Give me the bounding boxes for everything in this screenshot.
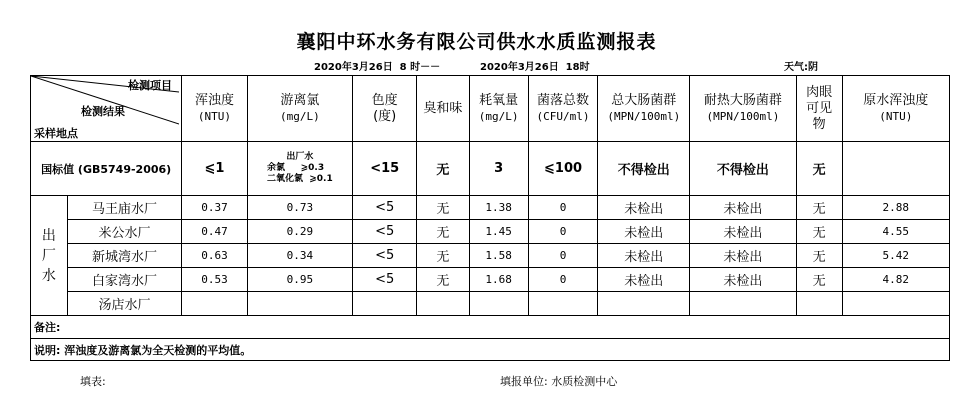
cell-thermo: 未检出 [690,268,796,292]
cell-turbidity [182,292,247,316]
cell-chlorine: 0.29 [247,220,352,244]
std-colony: ⩽100 [528,142,598,196]
standard-label: 国标值 (GB5749-2006) [31,142,182,196]
cell-color: <5 [352,196,416,220]
cell-visible: 无 [796,268,842,292]
cell-raw: 5.42 [842,244,949,268]
cell-visible: 无 [796,220,842,244]
table-row [31,268,950,292]
cell-odor [417,292,469,316]
cell-thermo: 未检出 [690,220,796,244]
table-row [31,196,950,220]
std-oxygen: 3 [469,142,528,196]
cell-raw: 4.82 [842,268,949,292]
col-coliform: 总大肠菌群 (MPN/100ml) [598,76,690,142]
remarks-label: 备注: [31,316,950,339]
cell-chlorine: 0.73 [247,196,352,220]
plant-name: 白家湾水厂 [67,268,181,292]
table-row [31,220,950,244]
cell-colony: 0 [528,244,598,268]
corner-item-label: 检测项目 [128,79,172,92]
cell-visible: 无 [796,244,842,268]
cell-thermo: 未检出 [690,196,796,220]
report-title: 襄阳中环水务有限公司供水水质监测报表 [296,31,657,53]
col-colony: 菌落总数 (CFU/ml) [528,76,598,142]
cell-raw: 2.88 [842,196,949,220]
corner-result-label: 检测结果 [81,105,125,118]
cell-turbidity: 0.63 [182,244,247,268]
cell-color: <5 [352,220,416,244]
cell-odor: 无 [417,244,469,268]
date-start: 2020年3月26日 8 时－－ [314,62,441,73]
cell-chlorine [247,292,352,316]
col-turbidity: 浑浊度 (NTU) [182,76,247,142]
group-label: 出厂水 [31,196,68,316]
cell-raw [842,292,949,316]
cell-oxygen: 1.58 [469,244,528,268]
cell-coliform: 未检出 [598,196,690,220]
cell-visible: 无 [796,196,842,220]
cell-colony [528,292,598,316]
cell-oxygen: 1.45 [469,220,528,244]
cell-coliform: 未检出 [598,220,690,244]
cell-oxygen [469,292,528,316]
cell-thermo: 未检出 [690,244,796,268]
note-row [31,339,950,361]
std-visible: 无 [796,142,842,196]
cell-color: <5 [352,268,416,292]
cell-turbidity: 0.47 [182,220,247,244]
corner-cell [31,76,182,142]
water-quality-table [30,75,950,361]
remarks-row [31,316,950,339]
cell-color [352,292,416,316]
std-chlorine: 出厂水 余氯 ⩾0.3 二氧化氯 ⩾0.1 [247,142,352,196]
cell-color: <5 [352,244,416,268]
footer-unit: 填报单位: 水质检测中心 [500,375,618,388]
cell-visible [796,292,842,316]
note-text: 说明: 浑浊度及游离氯为全天检测的平均值。 [31,339,950,361]
std-color: <15 [352,142,416,196]
date-end: 2020年3月26日 18时 [480,62,590,73]
plant-name: 米公水厂 [67,220,181,244]
cell-turbidity: 0.37 [182,196,247,220]
weather: 天气:阴 [784,62,818,73]
cell-colony: 0 [528,196,598,220]
cell-oxygen: 1.38 [469,196,528,220]
col-thermo-coliform: 耐热大肠菌群 (MPN/100ml) [690,76,796,142]
cell-colony: 0 [528,220,598,244]
cell-odor: 无 [417,268,469,292]
std-odor: 无 [417,142,469,196]
cell-odor: 无 [417,220,469,244]
col-oxygen: 耗氧量 (mg/L) [469,76,528,142]
standard-row [31,142,950,196]
std-thermo-coliform: 不得检出 [690,142,796,196]
col-odor: 臭和味 [417,76,469,142]
cell-chlorine: 0.95 [247,268,352,292]
col-color: 色度 (度) [352,76,416,142]
cell-coliform: 未检出 [598,268,690,292]
cell-odor: 无 [417,196,469,220]
cell-coliform [598,292,690,316]
cell-thermo [690,292,796,316]
plant-name: 马王庙水厂 [67,196,181,220]
col-chlorine: 游离氯 (mg/L) [247,76,352,142]
std-raw [842,142,949,196]
cell-chlorine: 0.34 [247,244,352,268]
cell-colony: 0 [528,268,598,292]
std-coliform: 不得检出 [598,142,690,196]
plant-name: 汤店水厂 [67,292,181,316]
header-row [31,76,950,142]
col-raw-turbidity: 原水浑浊度 (NTU) [842,76,949,142]
table-row [31,244,950,268]
cell-oxygen: 1.68 [469,268,528,292]
col-visible: 肉眼 可见 物 [796,76,842,142]
cell-coliform: 未检出 [598,244,690,268]
corner-site-label: 采样地点 [34,127,78,140]
std-turbidity: ⩽1 [182,142,247,196]
cell-turbidity: 0.53 [182,268,247,292]
cell-raw: 4.55 [842,220,949,244]
table-row [31,292,950,316]
footer-filler: 填表: [80,375,106,388]
plant-name: 新城湾水厂 [67,244,181,268]
